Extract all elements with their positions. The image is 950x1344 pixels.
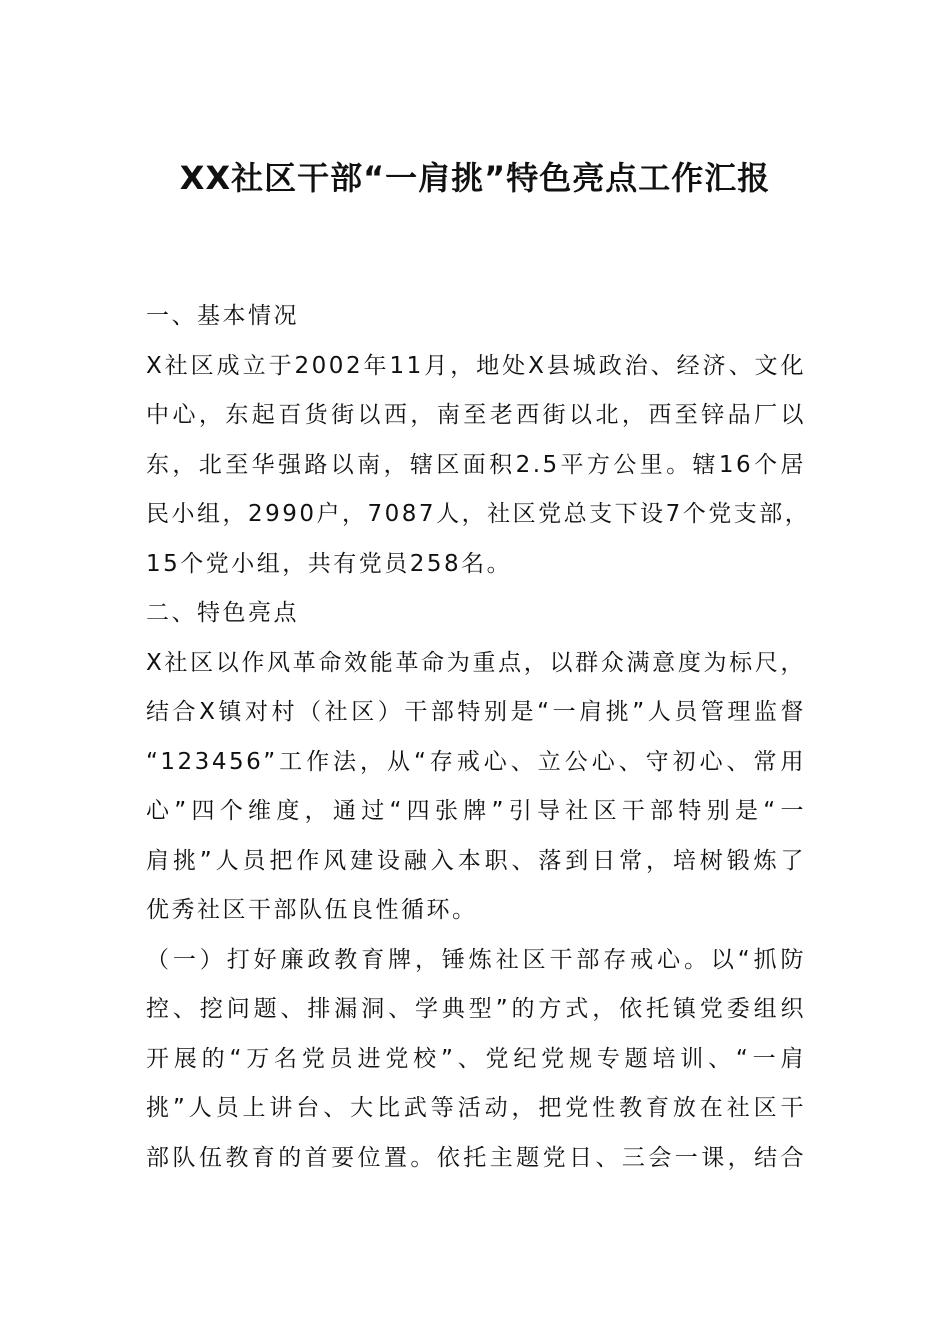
paragraph-line: 15个党小组，共有党员258名。 xyxy=(146,550,513,577)
paragraph-line: “123456”工作法，从“存戒心、立公心、守初心、常用 xyxy=(146,748,806,775)
subsection-line: （一）打好廉政教育牌，锤炼社区干部存戒心。以“抓防 xyxy=(146,946,806,973)
paragraph-line: 开展的“万名党员进党校”、党纪党规专题培训、“一肩 xyxy=(146,1045,806,1072)
paragraph-line: 肩挑”人员把作风建设融入本职、落到日常，培树锻炼了 xyxy=(146,847,806,874)
paragraph-line: X社区成立于2002年11月，地处X县城政治、经济、文化 xyxy=(146,352,806,379)
paragraph-line: 中心，东起百货街以西，南至老西街以北，西至锌品厂以 xyxy=(146,402,806,428)
document-title: XX社区干部“一肩挑”特色亮点工作汇报 xyxy=(179,159,771,197)
paragraph-line: 部队伍教育的首要位置。依托主题党日、三会一课，结合 xyxy=(146,1144,806,1171)
paragraph-line: 优秀社区干部队伍良性循环。 xyxy=(146,897,478,923)
paragraph-line: 心”四个维度，通过“四张牌”引导社区干部特别是“一 xyxy=(146,798,806,824)
paragraph-line: 民小组，2990户，7087人，社区党总支下设7个党支部， xyxy=(146,501,811,527)
paragraph-line: 结合X镇对村（社区）干部特别是“一肩挑”人员管理监督 xyxy=(146,699,806,725)
paragraph-line: X社区以作风革命效能革命为重点，以群众满意度为标尺， xyxy=(146,649,806,676)
section-heading-highlights: 二、特色亮点 xyxy=(146,600,299,626)
paragraph-line: 控、挖问题、排漏洞、学典型”的方式，依托镇党委组织 xyxy=(146,996,806,1022)
document-body xyxy=(146,292,811,1183)
section-heading-basic: 一、基本情况 xyxy=(146,303,299,329)
paragraph-line: 挑”人员上讲台、大比武等活动，把党性教育放在社区干 xyxy=(146,1095,806,1121)
paragraph-line: 东，北至华强路以南，辖区面积2.5平方公里。辖16个居 xyxy=(146,451,806,478)
